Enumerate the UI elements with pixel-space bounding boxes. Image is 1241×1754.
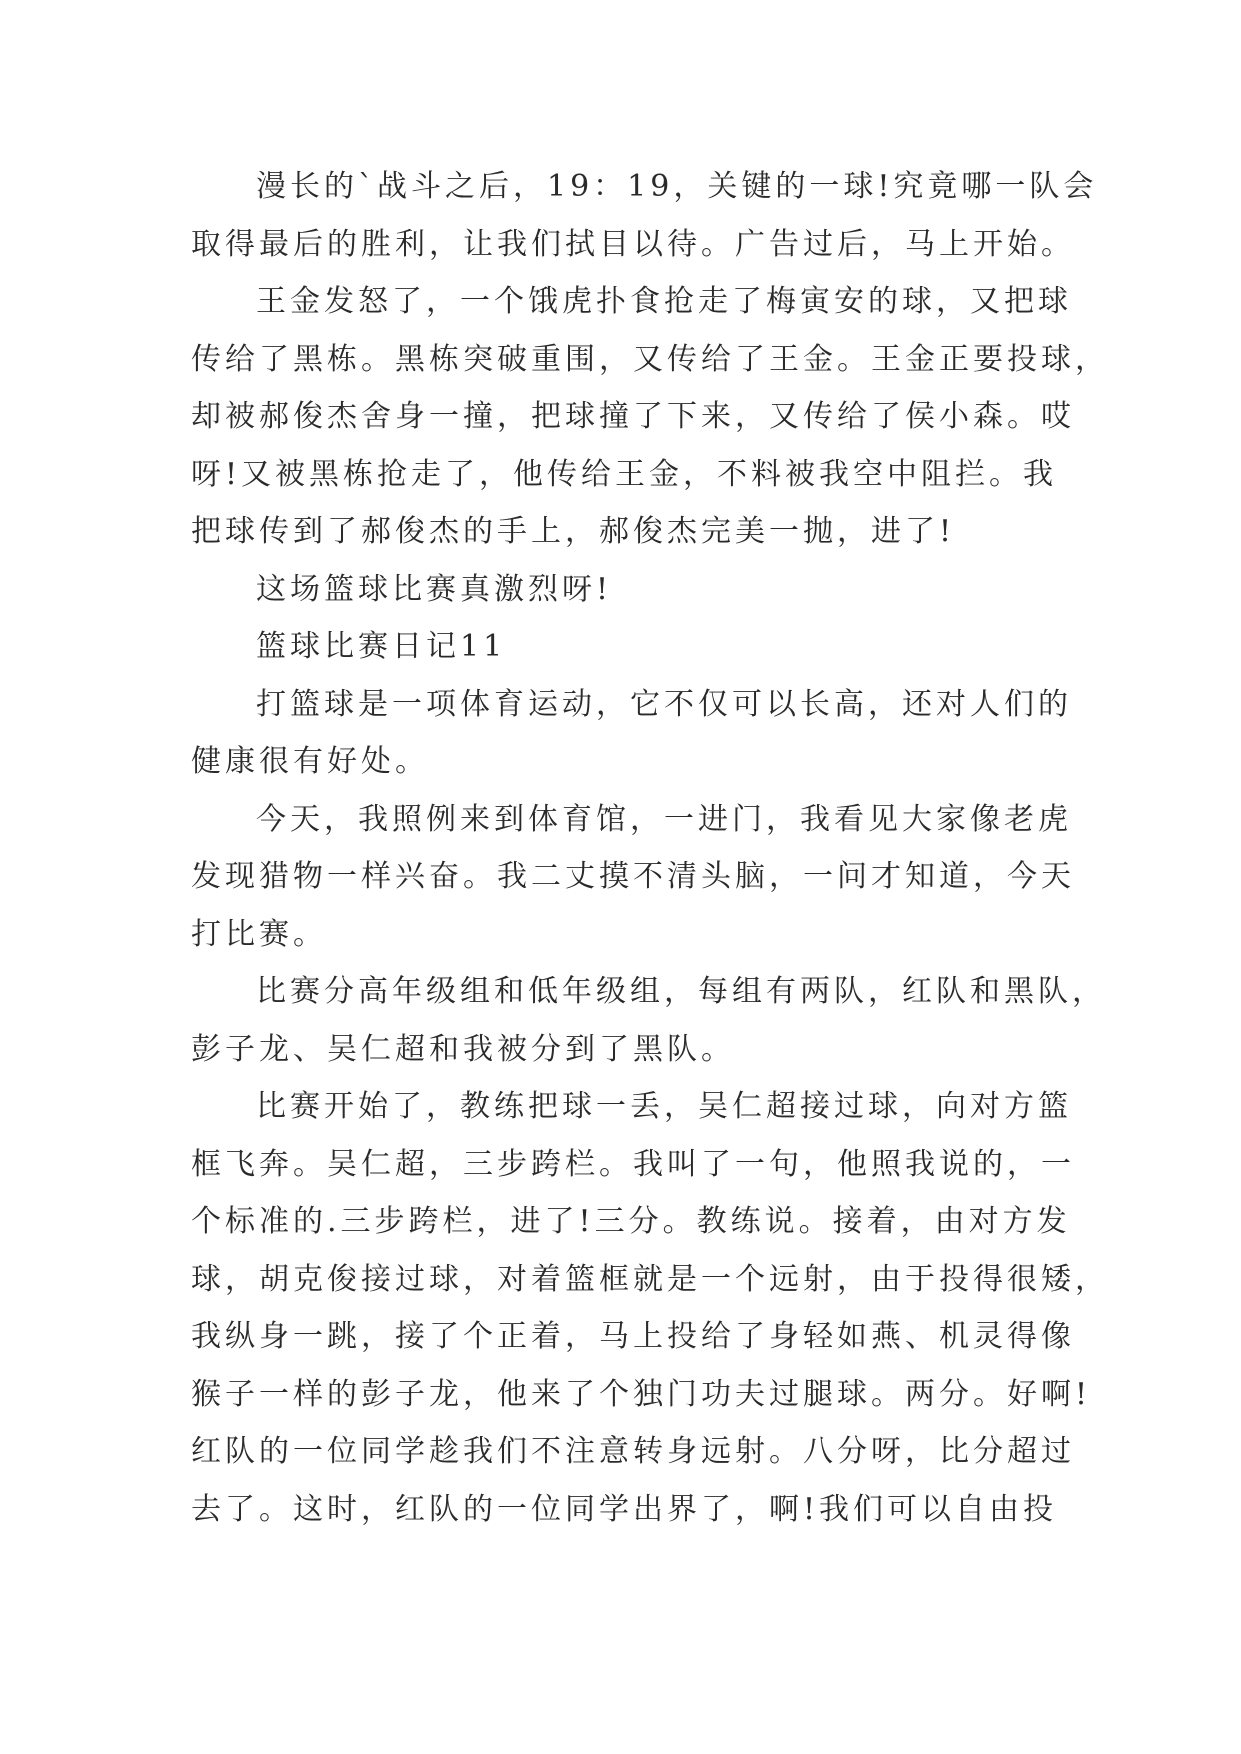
text-line: 去了。这时，红队的一位同学出界了，啊!我们可以自由投 [191,1491,1058,1527]
text-line: 球，胡克俊接过球，对着篮框就是一个远射，由于投得很矮， [191,1261,1109,1297]
text-line: 猴子一样的彭子龙，他来了个独门功夫过腿球。两分。好啊! [191,1376,1092,1412]
text-line: 漫长的`战斗之后，19：19，关键的一球!究竟哪一队会 [256,169,1098,204]
text-line: 个标准的.三步跨栏，进了!三分。教练说。接着，由对方发 [191,1204,1071,1239]
text-line: 传给了黑栋。黑栋突破重围，又传给了王金。王金正要投球， [191,341,1109,377]
text-line: 健康很有好处。 [191,744,429,779]
text-line: 比赛分高年级组和低年级组，每组有两队，红队和黑队， [256,974,1106,1009]
text-line: 取得最后的胜利，让我们拭目以待。广告过后，马上开始。 [191,226,1075,262]
text-line: 呀!又被黑栋抢走了，他传给王金，不料被我空中阻拦。我 [191,456,1058,492]
text-line: 框飞奔。吴仁超，三步跨栏。我叫了一句，他照我说的，一 [191,1146,1075,1182]
text-line: 比赛开始了，教练把球一丢，吴仁超接过球，向对方篮 [256,1089,1072,1124]
text-line: 却被郝俊杰舍身一撞，把球撞了下来，又传给了侯小森。哎 [191,399,1075,434]
text-line: 我纵身一跳，接了个正着，马上投给了身轻如燕、机灵得像 [191,1319,1075,1354]
section-heading: 篮球比赛日记11 [256,629,507,664]
text-line: 今天，我照例来到体育馆，一进门，我看见大家像老虎 [256,801,1072,837]
document-body [191,158,1109,1538]
text-line: 王金发怒了，一个饿虎扑食抢走了梅寅安的球，又把球 [256,284,1072,319]
text-line: 把球传到了郝俊杰的手上，郝俊杰完美一抛，进了! [191,514,956,549]
text-line: 红队的一位同学趁我们不注意转身远射。八分呀，比分超过 [191,1434,1075,1469]
text-line: 打比赛。 [191,916,327,952]
text-line: 打篮球是一项体育运动，它不仅可以长高，还对人们的 [256,686,1072,722]
text-line: 彭子龙、吴仁超和我被分到了黑队。 [191,1031,735,1067]
text-line: 这场篮球比赛真激烈呀! [256,571,613,607]
text-line: 发现猎物一样兴奋。我二丈摸不清头脑，一问才知道，今天 [191,859,1075,894]
